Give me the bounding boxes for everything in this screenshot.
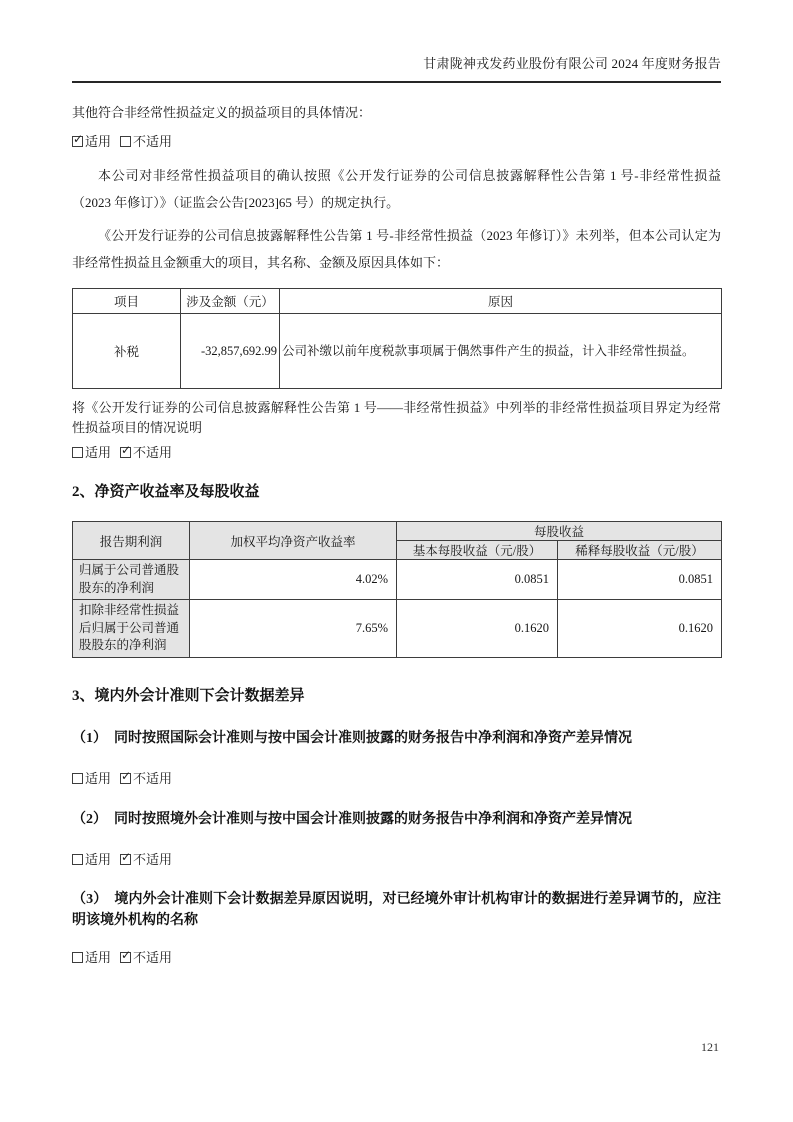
option-not-applicable [120,849,173,867]
checkbox-checked-icon [120,443,132,458]
checkbox-checked-icon [120,849,132,865]
cell-row-label: 归属于公司普通股股东的净利润 [73,560,190,600]
note-defined-as-recurring: 将《公开发行证券的公司信息披露解释性公告第 1 号——非经常性损益》中列举的非经常性损益项目界定为经常性损益项目的情况说明 [72,400,721,435]
option-label: 不适用 [133,134,173,149]
option-label: 不适用 [133,445,173,460]
checkbox-unchecked-icon [72,952,83,963]
checkbox-unchecked-icon [120,136,131,147]
paragraph-confirmation-basis: 本公司对非经常性损益项目的确认按照《公开发行证券的公司信息披露解释性公告第 1 号-非经常性损益（2023 年修订）》（证监会公告[2023]65 号）的规定执行。 [72,168,721,210]
checkbox-checked-icon [120,947,132,963]
cell-roe: 7.65% [190,600,397,658]
section-title-roe-eps: 2、净资产收益率及每股收益 [72,484,260,500]
paragraph-not-listed-items: 《公开发行证券的公司信息披露解释性公告第 1 号-非经常性损益（2023 年修订）》未列举，但本公司认定为非经常性损益且金额重大的项目，其名称、金额及原因具体如下： [72,228,721,270]
option-label: 适用 [85,770,112,786]
option-applicable [72,950,111,965]
option-not-applicable [120,445,172,460]
option-applicable [72,445,111,460]
checkbox-checked-icon [120,768,132,784]
column-header-item: 项目 [73,289,181,314]
table-header-row [73,289,722,314]
subsection-text: 境内外会计准则下会计数据差异原因说明，对已经境外审计机构审计的数据进行差异调节的，应注明该境外机构的名称 [72,891,722,928]
non-recurring-items-table [72,288,722,389]
page-content [72,0,721,966]
option-applicable [72,852,111,867]
cell-amount: -32,857,692.99 [181,314,280,389]
check-mark-icon: ✓ [121,443,132,457]
cell-item: 补税 [73,314,181,389]
roe-eps-table [72,521,722,658]
option-label: 适用 [85,851,112,867]
table-header-row [73,522,722,541]
column-header-diluted-eps: 稀释每股收益（元/股） [558,541,722,560]
column-header-profit: 报告期利润 [73,522,190,560]
check-mark-icon: ✓ [121,849,132,864]
header-title: 甘肃陇神戎发药业股份有限公司 2024 年度财务报告 [423,56,721,71]
cell-diluted-eps: 0.1620 [558,600,722,658]
page-number: 121 [701,1040,719,1054]
option-label: 不适用 [133,770,173,786]
checkbox-unchecked-icon [72,447,83,458]
option-applicable [72,771,111,786]
check-mark-icon: ✓ [121,768,132,783]
column-header-amount: 涉及金额（元） [181,289,280,314]
subsection-number: （2） [72,811,107,827]
checkbox-checked-icon [72,132,84,147]
subsection-title-overseas-standards [72,809,721,830]
applicability-line-subsection-2 [72,849,721,868]
subsection-title-international-standards [72,728,721,749]
cell-basic-eps: 0.0851 [397,560,558,600]
table-row [73,600,722,658]
other-items-intro: 其他符合非经常性损益定义的损益项目的具体情况： [72,105,372,120]
applicability-line-other-items [72,131,721,150]
option-not-applicable [120,134,172,149]
applicability-line-subsection-1 [72,768,721,787]
check-mark-icon: ✓ [121,947,132,962]
subsection-text: 同时按照境外会计准则与按中国会计准则披露的财务报告中净利润和净资产差异情况 [114,811,632,827]
column-group-eps: 每股收益 [397,522,722,541]
subsection-text: 同时按照国际会计准则与按中国会计准则披露的财务报告中净利润和净资产差异情况 [114,730,632,746]
cell-roe: 4.02% [190,560,397,600]
section-title-accounting-differences: 3、境内外会计准则下会计数据差异 [72,687,305,704]
document-header [72,0,721,83]
table-row [73,314,722,389]
subsection-title-difference-reason [72,889,721,931]
applicability-line-defined-as-recurring [72,442,721,461]
column-header-basic-eps: 基本每股收益（元/股） [397,541,558,560]
cell-reason: 公司补缴以前年度税款事项属于偶然事件产生的损益，计入非经常性损益。 [280,314,722,389]
option-label: 不适用 [133,949,173,965]
subsection-number: （3） [72,891,108,907]
column-header-weighted-roe: 加权平均净资产收益率 [190,522,397,560]
check-mark-icon: ✓ [73,132,84,146]
option-label: 适用 [85,949,112,965]
cell-row-label: 扣除非经常性损益后归属于公司普通股股东的净利润 [73,600,190,658]
cell-diluted-eps: 0.0851 [558,560,722,600]
cell-basic-eps: 0.1620 [397,600,558,658]
option-label: 不适用 [133,851,173,867]
option-label: 适用 [85,134,112,149]
option-not-applicable [120,947,173,965]
applicability-line-subsection-3 [72,947,721,966]
column-header-reason: 原因 [280,289,722,314]
checkbox-unchecked-icon [72,854,83,865]
option-label: 适用 [85,445,112,460]
option-not-applicable [120,768,173,786]
checkbox-unchecked-icon [72,773,83,784]
subsection-number: （1） [72,730,107,746]
option-applicable [72,134,111,149]
table-row [73,560,722,600]
